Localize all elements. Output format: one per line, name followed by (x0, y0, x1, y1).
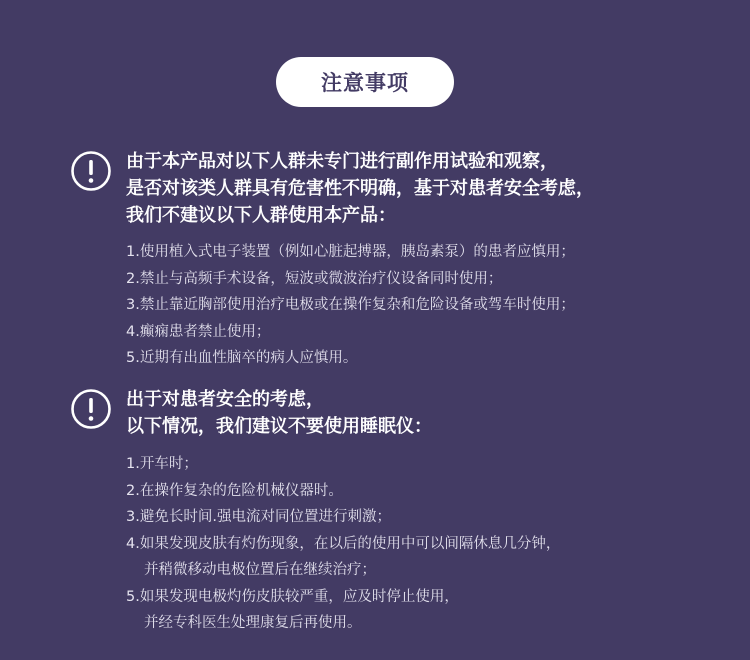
section-1-heading (126, 148, 726, 229)
list-item: 1.开车时； (126, 456, 198, 472)
heading-line: 由于本产品对以下人群未专门进行副作用试验和观察， (126, 151, 558, 172)
list-item-continuation: 并稍微移动电极位置后在继续治疗； (144, 562, 376, 578)
list-item: 2.禁止与高频手术设备，短波或微波治疗仪设备同时使用； (126, 270, 503, 287)
exclamation-circle-icon (70, 150, 112, 192)
heading-line: 是否对该类人群具有危害性不明确，基于对患者安全考虑， (126, 178, 594, 199)
exclamation-circle-icon (70, 388, 112, 430)
list-item: 3.禁止靠近胸部使用治疗电极或在操作复杂和危险设备或驾车时使用； (126, 297, 575, 313)
list-item: 3.避免长时间.强电流对同位置进行刺激； (126, 509, 391, 525)
list-item: 1.使用植入式电子装置（例如心脏起搏器，胰岛素泵）的患者应慎用； (126, 244, 575, 260)
heading-line: 以下情况，我们建议不要使用睡眠仪： (126, 416, 432, 437)
heading-line: 我们不建议以下人群使用本产品： (126, 205, 396, 226)
heading-line: 出于对患者安全的考虑， (126, 389, 324, 410)
list-item-continuation: 并经专科医生处理康复后再使用。 (144, 615, 362, 631)
list-item: 4.如果发现皮肤有灼伤现象，在以后的使用中可以间隔休息几分钟， (126, 535, 561, 552)
section-2-heading (126, 386, 726, 440)
section-1-list (126, 239, 726, 372)
list-item: 5.如果发现电极灼伤皮肤较严重，应及时停止使用， (126, 588, 459, 605)
list-item: 5.近期有出血性脑卒的病人应慎用。 (126, 350, 358, 366)
page-title: 注意事项 (276, 57, 454, 107)
section-2-list (126, 451, 726, 637)
list-item: 4.癫痫患者禁止使用； (126, 323, 271, 340)
list-item: 2.在操作复杂的危险机械仪器时。 (126, 482, 343, 499)
